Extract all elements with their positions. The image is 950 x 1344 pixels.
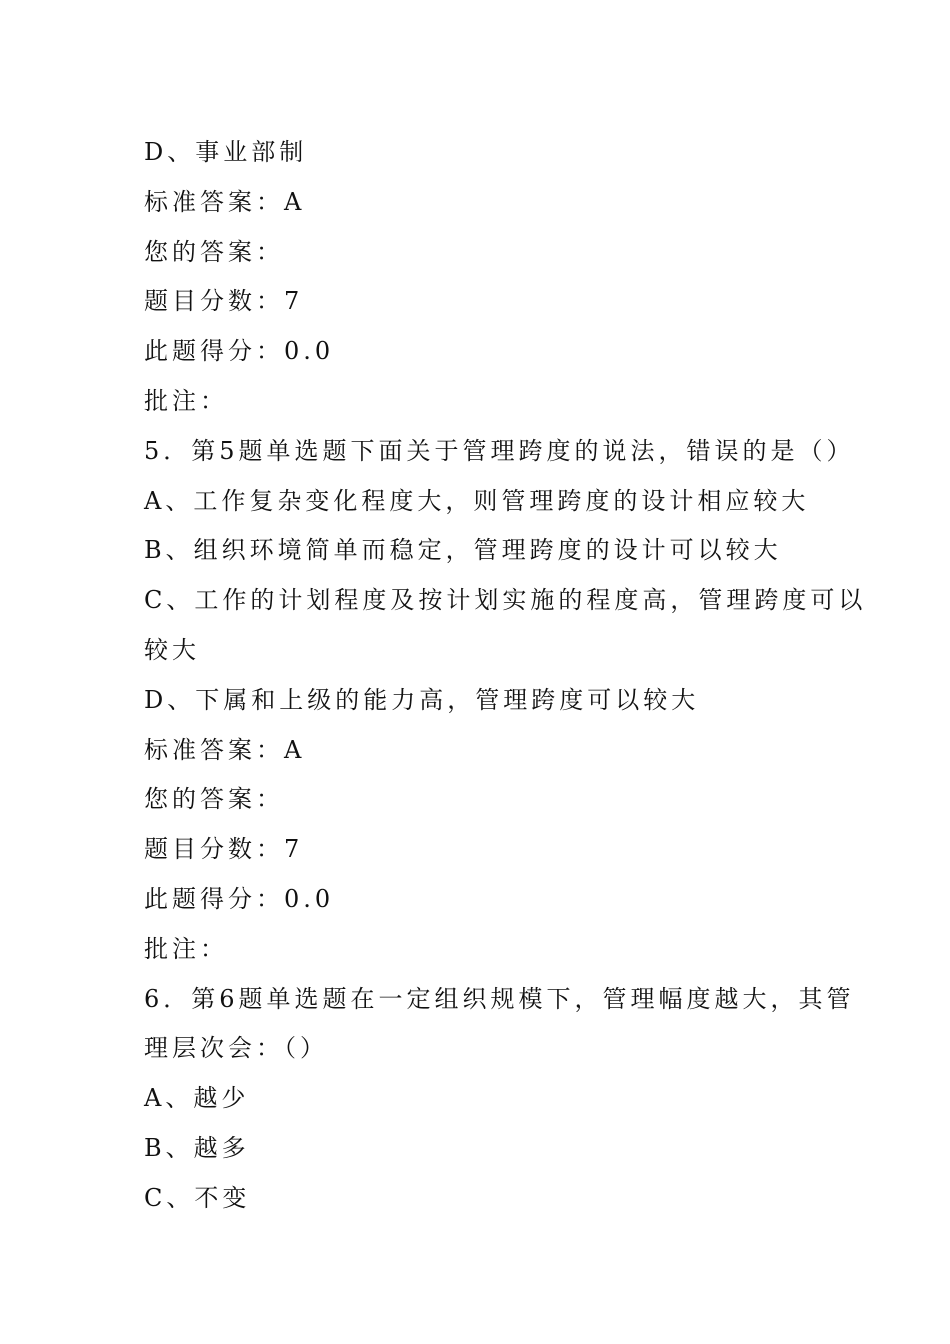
q5-stem: 5．第5题单选题下面关于管理跨度的说法，错误的是（） [144, 436, 855, 465]
q6-option-a: A、越少 [144, 1084, 250, 1113]
prev-question-score: 题目分数：7 [144, 287, 304, 316]
q5-option-c-line2: 较大 [144, 635, 200, 664]
q5-standard-answer: 标准答案：A [144, 735, 306, 764]
q6-option-c: C、不变 [144, 1183, 251, 1212]
prev-earned-score: 此题得分：0.0 [144, 337, 335, 366]
prev-your-answer: 您的答案： [144, 237, 284, 266]
q6-option-b: B、越多 [144, 1133, 250, 1162]
q5-your-answer: 您的答案： [144, 785, 284, 814]
q5-comment: 批注： [144, 934, 228, 963]
prev-comment: 批注： [144, 386, 228, 415]
q5-earned-score: 此题得分：0.0 [144, 884, 335, 913]
q5-option-c-line1: C、工作的计划程度及按计划实施的程度高，管理跨度可以 [144, 586, 867, 615]
document-content [144, 128, 867, 1224]
prev-standard-answer: 标准答案：A [144, 187, 306, 216]
q5-option-a: A、工作复杂变化程度大，则管理跨度的设计相应较大 [144, 486, 810, 515]
q5-option-b: B、组织环境简单而稳定，管理跨度的设计可以较大 [144, 536, 782, 565]
q6-stem-line2: 理层次会：（） [144, 1034, 328, 1063]
q5-question-score: 题目分数：7 [144, 835, 304, 864]
q6-stem-line1: 6．第6题单选题在一定组织规模下，管理幅度越大，其管 [144, 984, 855, 1013]
q5-option-d: D、下属和上级的能力高，管理跨度可以较大 [144, 685, 700, 714]
prev-option-d: D、事业部制 [144, 138, 308, 166]
